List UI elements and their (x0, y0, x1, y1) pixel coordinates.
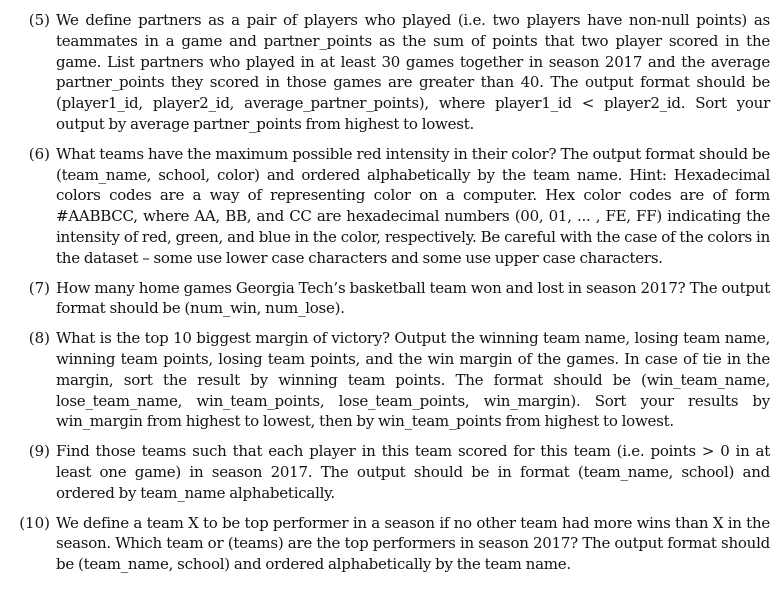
question-7 (16, 278, 770, 320)
question-number: (5) (28, 11, 50, 29)
question-8 (16, 328, 770, 432)
question-text: We define a team X to be top performer in a season if no other team had more wins than X in the season. Which team or (teams) are the top performers in season 2017? The output format should be (team_name, school) and ordered alphabetically by the team name. (56, 513, 770, 574)
question-10 (16, 513, 770, 575)
question-text: We define partners as a pair of players who played (i.e. two players have non-null points) as teammates in a game and partner_points as the sum of points that two player scored in the game. List partners who played in at least 30 games together in season 2017 and the average partner_points they scored in those games are greater than 40. The output format should be (player1_id, player2_id, average_partner_points), where player1_id < player2_id. Sort your output by average partner_points from highest to lowest. (56, 11, 770, 133)
question-6 (16, 144, 770, 269)
question-9 (16, 441, 770, 503)
question-number: (8) (28, 329, 50, 348)
question-number: (9) (28, 442, 50, 461)
question-text: What is the top 10 biggest margin of victory? Output the winning team name, losing team name, winning team points, losing team points, and the win margin of the games. In case of tie in the margin, sort the result by winning team points. The format should be (win_team_name, lose_team_name, win_team_points, lose_team_points, win_margin). Sort your results by win_margin from highest to lowest, then by win_team_points from highest to lowest. (56, 329, 770, 431)
question-number: (6) (28, 144, 50, 163)
question-number: (10) (19, 513, 50, 532)
question-text: How many home games Georgia Tech’s basketball team won and lost in season 2017? The output format should be (num_win, num_lose). (56, 278, 770, 318)
question-5 (16, 10, 770, 135)
question-text: What teams have the maximum possible red intensity in their color? The output format should be (team_name, school, color) and ordered alphabetically by the team name. Hint: Hexadecimal colors codes are a way of representing color on a computer. Hex color codes are of form #AABBCC, where AA, BB, and CC are hexadecimal numbers (00, 01, ... , FE, FF) indicating the intensity of red, green, and blue in the color, respectively. Be careful with the case of the colors in the dataset – some use lower case characters and some use upper case characters. (56, 144, 770, 267)
question-number: (7) (28, 278, 50, 297)
question-text: Find those teams such that each player in this team scored for this team (i.e. points > 0 in at least one game) in season 2017. The output should be in format (team_name, school) and ordered by team_name alphabetically. (56, 442, 770, 502)
